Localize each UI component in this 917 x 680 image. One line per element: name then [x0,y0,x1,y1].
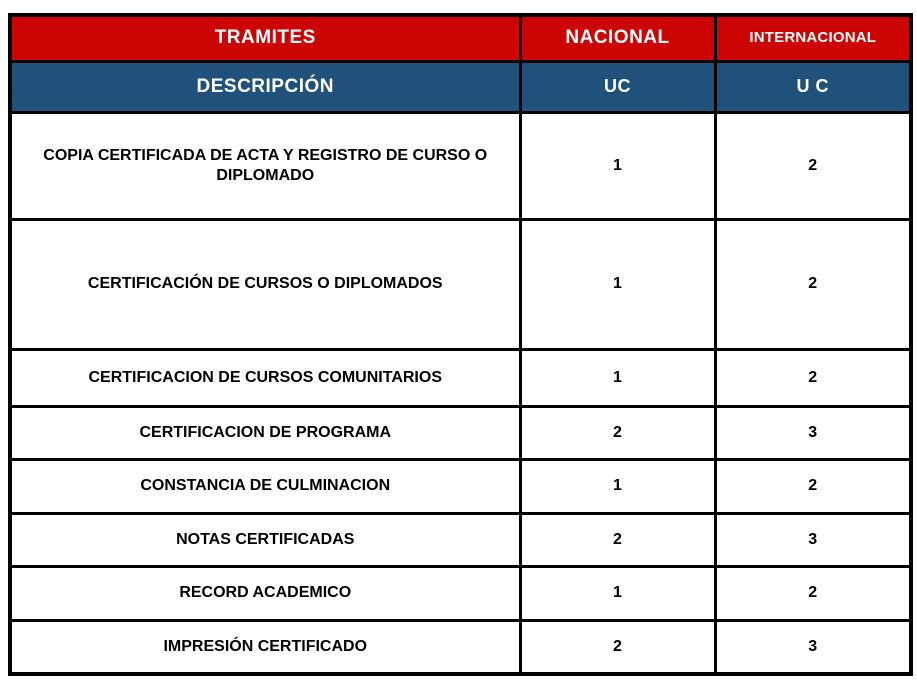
header-row-descripcion [10,61,911,112]
cell-descripcion: RECORD ACADEMICO [10,566,520,620]
table-row [10,513,911,566]
cell-descripcion: COPIA CERTIFICADA DE ACTA Y REGISTRO DE CURSO O DIPLOMADO [10,112,520,219]
cell-nacional-value: 2 [520,513,715,566]
table-row [10,112,911,219]
cell-internacional-value: 2 [715,459,911,513]
cell-descripcion: CERTIFICACION DE CURSOS COMUNITARIOS [10,349,520,406]
cell-nacional-value: 1 [520,219,715,349]
cell-descripcion: CERTIFICACION DE PROGRAMA [10,406,520,459]
header-row-tramites [10,15,911,61]
table-row [10,566,911,620]
cell-nacional-value: 1 [520,459,715,513]
cell-internacional-value: 3 [715,406,911,459]
table-row [10,219,911,349]
table-row [10,620,911,674]
cell-nacional-value: 1 [520,112,715,219]
cell-descripcion: CERTIFICACIÓN DE CURSOS O DIPLOMADOS [10,219,520,349]
cell-internacional-value: 2 [715,219,911,349]
cell-nacional-value: 1 [520,349,715,406]
cell-descripcion: CONSTANCIA DE CULMINACION [10,459,520,513]
table-row [10,406,911,459]
header-cell-nacional: NACIONAL [520,15,715,61]
cell-internacional-value: 2 [715,112,911,219]
cell-internacional-value: 3 [715,620,911,674]
header-cell-tramites: TRAMITES [10,15,520,61]
cell-nacional-value: 1 [520,566,715,620]
cell-internacional-value: 3 [715,513,911,566]
header-cell-uc-nacional: UC [520,61,715,112]
cell-nacional-value: 2 [520,620,715,674]
header-cell-uc-internacional: U C [715,61,911,112]
cell-internacional-value: 2 [715,349,911,406]
header-cell-internacional: INTERNACIONAL [715,15,911,61]
tramites-fees-table [8,13,913,676]
cell-descripcion: NOTAS CERTIFICADAS [10,513,520,566]
cell-internacional-value: 2 [715,566,911,620]
table-row [10,349,911,406]
table-row [10,459,911,513]
cell-nacional-value: 2 [520,406,715,459]
header-cell-descripcion: DESCRIPCIÓN [10,61,520,112]
cell-descripcion: IMPRESIÓN CERTIFICADO [10,620,520,674]
